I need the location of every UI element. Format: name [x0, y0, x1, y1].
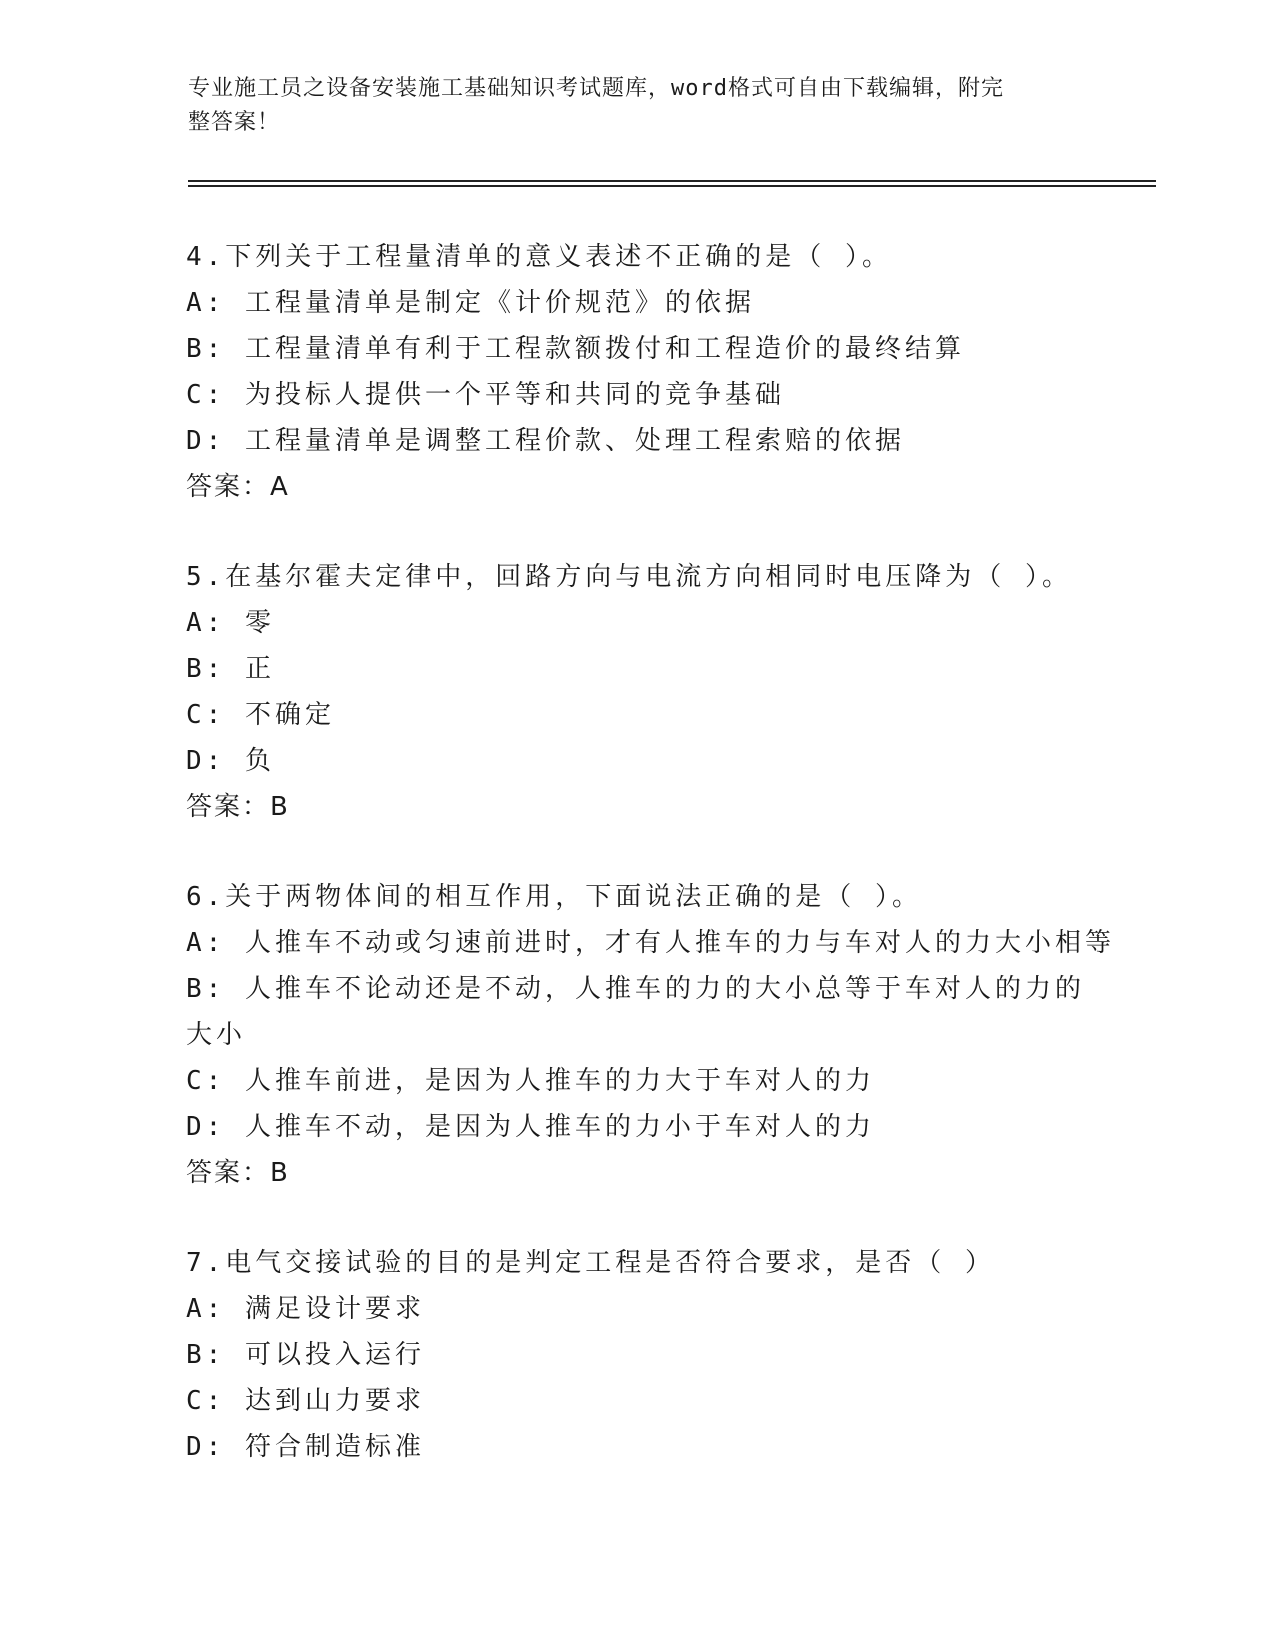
- option-c: C: 达到山力要求: [186, 1386, 425, 1416]
- option-b: B: 人推车不论动还是不动，人推车的力的大小总等于车对人的力的大小: [186, 974, 1085, 1050]
- question-stem: 7.电气交接试验的目的是判定工程是否符合要求，是否（ ）: [186, 1248, 995, 1278]
- question-7: [186, 1240, 1086, 1470]
- answer-label: 答案：B: [186, 792, 290, 822]
- answer-label: 答案：A: [186, 472, 290, 502]
- option-d: D: 工程量清单是调整工程价款、处理工程索赔的依据: [186, 426, 905, 456]
- option-b: B: 可以投入运行: [186, 1340, 425, 1370]
- answer-label: 答案：B: [186, 1158, 290, 1188]
- option-a: A: 人推车不动或匀速前进时，才有人推车的力与车对人的力大小相等: [186, 928, 1115, 958]
- question-stem: 5.在基尔霍夫定律中，回路方向与电流方向相同时电压降为（ ）。: [186, 562, 1072, 592]
- question-stem: 4.下列关于工程量清单的意义表述不正确的是（ ）。: [186, 242, 892, 272]
- document-header: [188, 72, 1068, 140]
- question-4: [186, 234, 1086, 510]
- header-divider-bottom: [188, 185, 1156, 187]
- option-c: C: 人推车前进，是因为人推车的力大于车对人的力: [186, 1066, 875, 1096]
- option-d: D: 符合制造标准: [186, 1432, 425, 1462]
- option-a: A: 零: [186, 608, 275, 638]
- option-a: A: 满足设计要求: [186, 1294, 425, 1324]
- header-line-1: 专业施工员之设备安装施工基础知识考试题库，word格式可自由下载编辑，附完: [188, 76, 1004, 101]
- option-b: B: 工程量清单有利于工程款额拨付和工程造价的最终结算: [186, 334, 965, 364]
- option-c: C: 不确定: [186, 700, 335, 730]
- option-a: A: 工程量清单是制定《计价规范》的依据: [186, 288, 755, 318]
- option-c: C: 为投标人提供一个平等和共同的竞争基础: [186, 380, 785, 410]
- header-line-2: 整答案！: [188, 110, 281, 135]
- question-stem: 6.关于两物体间的相互作用，下面说法正确的是（ ）。: [186, 882, 922, 912]
- question-5: [186, 554, 1086, 830]
- header-divider-top: [188, 180, 1156, 182]
- option-b: B: 正: [186, 654, 275, 684]
- option-d: D: 负: [186, 746, 275, 776]
- option-d: D: 人推车不动，是因为人推车的力小于车对人的力: [186, 1112, 875, 1142]
- question-6: [186, 874, 1115, 1196]
